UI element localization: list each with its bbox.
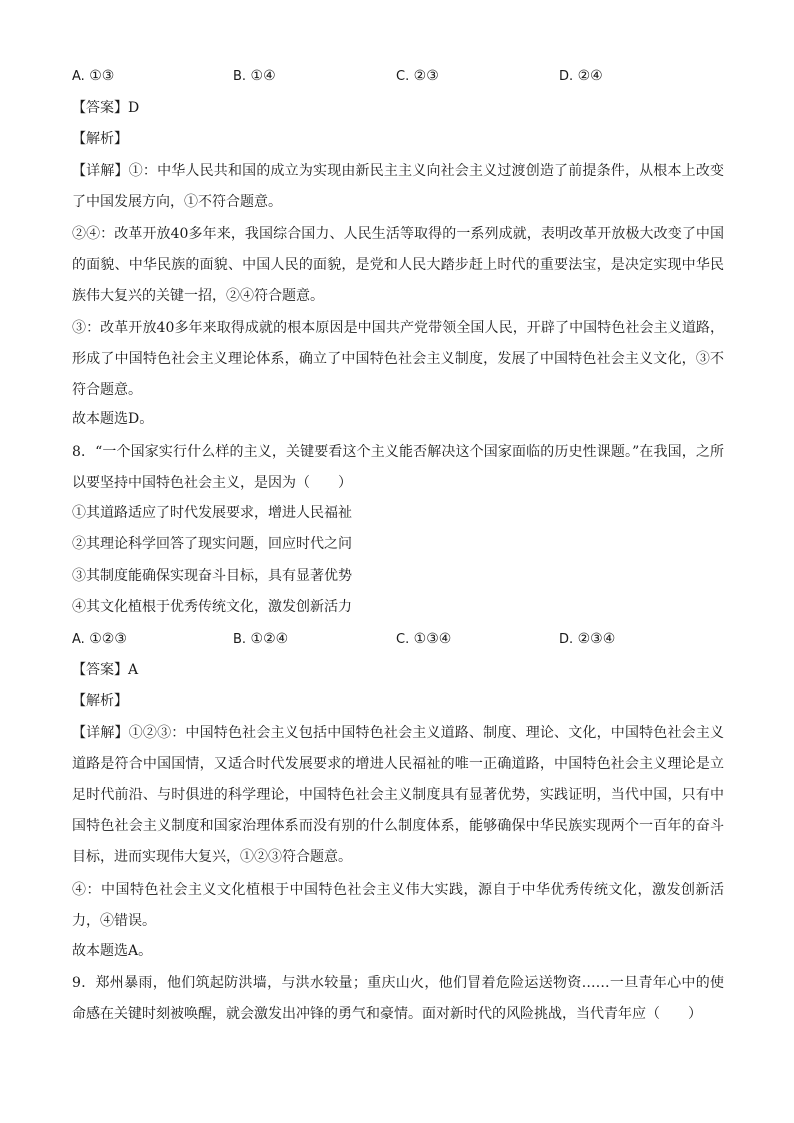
analysis-label: 【解析】 — [72, 693, 128, 709]
option-letter: A. — [72, 69, 85, 84]
q7-detail-3 — [72, 313, 724, 406]
q8-detail-1 — [72, 718, 724, 873]
q7-analysis-label — [72, 129, 128, 149]
option-letter: D. — [559, 632, 574, 647]
option-letter: D. — [559, 69, 574, 84]
option-letter: C. — [396, 632, 410, 647]
q8-analysis-label — [72, 691, 128, 711]
option-text: ①③④ — [413, 631, 452, 647]
option-letter: B. — [233, 69, 247, 84]
q8-item-4: ④其文化植根于优秀传统文化，激发创新活力 — [72, 599, 352, 615]
option-letter: C. — [396, 69, 410, 84]
q8-option-d[interactable] — [559, 629, 615, 650]
detail-text: ③：改革开放40多年来取得成就的根本原因是中国共产党带领全国人民，开辟了中国特色社会主义道路，形成了中国特色社会主义理论体系，确立了中国特色社会主义制度，发展了中国特色社会主义文化，③不符合题意。 — [72, 320, 724, 398]
analysis-label: 【解析】 — [72, 131, 128, 147]
option-text: ①②③ — [89, 631, 127, 647]
q8-detail-2 — [72, 875, 724, 937]
detail-label: 【详解】 — [72, 163, 129, 179]
q8-answer — [72, 660, 138, 680]
q7-option-d[interactable] — [559, 66, 603, 87]
q8-option-c[interactable] — [396, 629, 451, 650]
option-text: ①③ — [89, 68, 115, 84]
detail-text: ①②③：中国特色社会主义包括中国特色社会主义道路、制度、理论、文化，中国特色社会主义道路是符合中国国情，又适合时代发展要求的增进人民福祉的唯一正确道路，中国特色社会主义理论是立足时代前沿、与时俱进的科学理论，中国特色社会主义制度具有显著优势，实践证明，当代中国，只有中国特色社会主义制度和国家治理体系而没有别的什么制度体系，能够确保中华民族实现两个一百年的奋斗目标，进而实现伟大复兴，①②③符合题意。 — [72, 725, 725, 865]
option-letter: A. — [72, 632, 85, 647]
answer-label: 【答案】 — [72, 662, 128, 678]
detail-label: 【详解】 — [72, 725, 129, 741]
q7-answer — [72, 98, 139, 118]
detail-text: ①：中华人民共和国的成立为实现由新民主主义向社会主义过渡创造了前提条件，从根本上改变了中国发展方向，①不符合题意。 — [72, 163, 725, 210]
detail-text: ②④：改革开放40多年来，我国综合国力、人民生活等取得的一系列成就，表明改革开放极大改变了中国的面貌、中华民族的面貌、中国人民的面貌，是党和人民大踏步赶上时代的重要法宝，是决定实现中华民族伟大复兴的关键一招，②④符合题意。 — [72, 226, 724, 304]
answer-value: A — [128, 662, 139, 678]
option-text: ②③④ — [577, 631, 616, 647]
option-text: ①④ — [250, 68, 276, 84]
option-text: ②③ — [413, 68, 439, 84]
q8-stem: 8．“一个国家实行什么样的主义，关键要看这个主义能否解决这个国家面临的历史性课题。”在我国，之所以要坚持中国特色社会主义，是因为（ ） — [72, 444, 724, 491]
answer-label: 【答案】 — [72, 100, 128, 116]
q8-item-1: ①其道路适应了时代发展要求，增进人民福祉 — [72, 505, 352, 521]
q9-stem: 9．郑州暴雨，他们筑起防洪墙，与洪水较量；重庆山火，他们冒着危险运送物资……一旦青年心中的使命感在关键时刻被唤醒，就会激发出冲锋的勇气和豪情。面对新时代的风险挑战，当代青年应（ ） — [72, 975, 724, 1022]
option-text: ②④ — [577, 68, 603, 84]
q7-detail-1 — [72, 156, 724, 218]
answer-value: D — [128, 100, 140, 116]
detail-text: ④：中国特色社会主义文化植根于中国特色社会主义伟大实践，源自于中华优秀传统文化，激发创新活力，④错误。 — [72, 882, 724, 929]
q7-option-b[interactable] — [233, 66, 276, 87]
q7-options — [72, 66, 724, 86]
q8-item-3: ③其制度能确保实现奋斗目标，具有显著优势 — [72, 568, 352, 584]
q8-option-a[interactable] — [72, 629, 127, 650]
option-text: ①②④ — [250, 631, 289, 647]
q8-item-2: ②其理论科学回答了现实问题，回应时代之问 — [72, 536, 352, 552]
q7-detail-2 — [72, 219, 724, 312]
q7-conclusion: 故本题选D。 — [72, 411, 154, 427]
q8-option-b[interactable] — [233, 629, 288, 650]
q7-option-a[interactable] — [72, 66, 114, 87]
q8-options — [72, 629, 724, 649]
q8-conclusion: 故本题选A。 — [72, 943, 153, 959]
option-letter: B. — [233, 632, 247, 647]
q7-option-c[interactable] — [396, 66, 439, 87]
